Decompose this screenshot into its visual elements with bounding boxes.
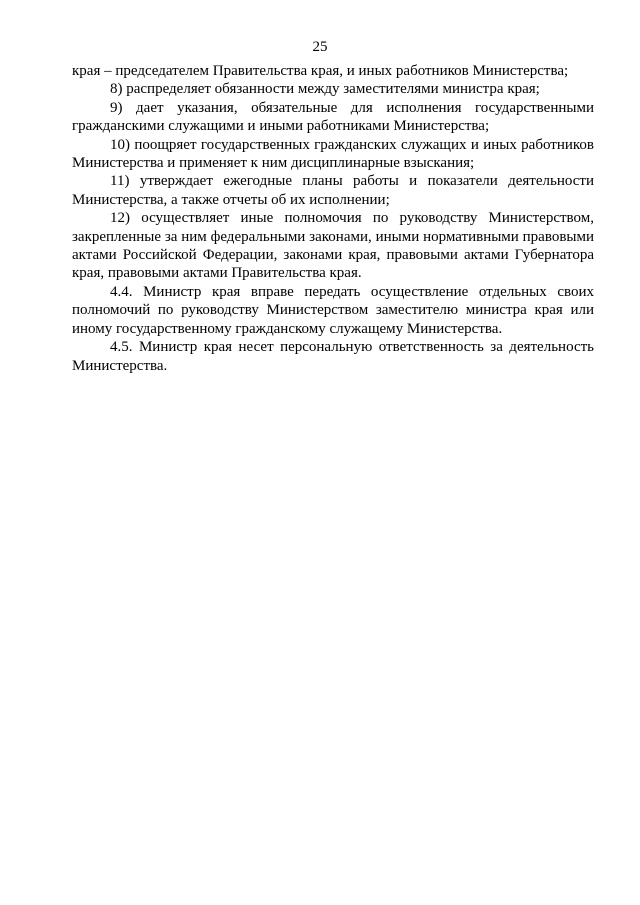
- paragraph-section-4-5: 4.5. Министр края несет персональную ответственность за деятельность Министерства.: [72, 339, 594, 374]
- paragraph-item-10: 10) поощряет государственных гражданских служащих и иных работников Министерства и применяет к ним дисциплинарные взыскания;: [72, 136, 594, 172]
- paragraph-item-8: 8) распределяет обязанности между заместителями министра края;: [110, 81, 540, 98]
- paragraph-section-4-4: 4.4. Министр края вправе передать осуществление отдельных своих полномочий по руководству Министерством заместителю министра края или иному государственному гражданскому служащему Министерства.: [72, 283, 594, 337]
- document-body: [72, 62, 594, 375]
- paragraph-continuation: края – председателем Правительства края, и иных работников Министерства;: [72, 63, 569, 79]
- paragraph-item-11: 11) утверждает ежегодные планы работы и показатели деятельности Министерства, а также отчеты об их исполнении;: [72, 173, 594, 208]
- paragraph-item-12: 12) осуществляет иные полномочия по руководству Министерством, закрепленные за ним федеральными законами, иными нормативными правовыми актами Российской Федерации, законами края, правовыми актами Губернатора края, правовыми актами Правительства края.: [72, 210, 594, 282]
- page-number: 25: [312, 39, 328, 55]
- paragraph-item-9: 9) дает указания, обязательные для исполнения государственными гражданскими служащими и иными работниками Министерства;: [72, 99, 594, 135]
